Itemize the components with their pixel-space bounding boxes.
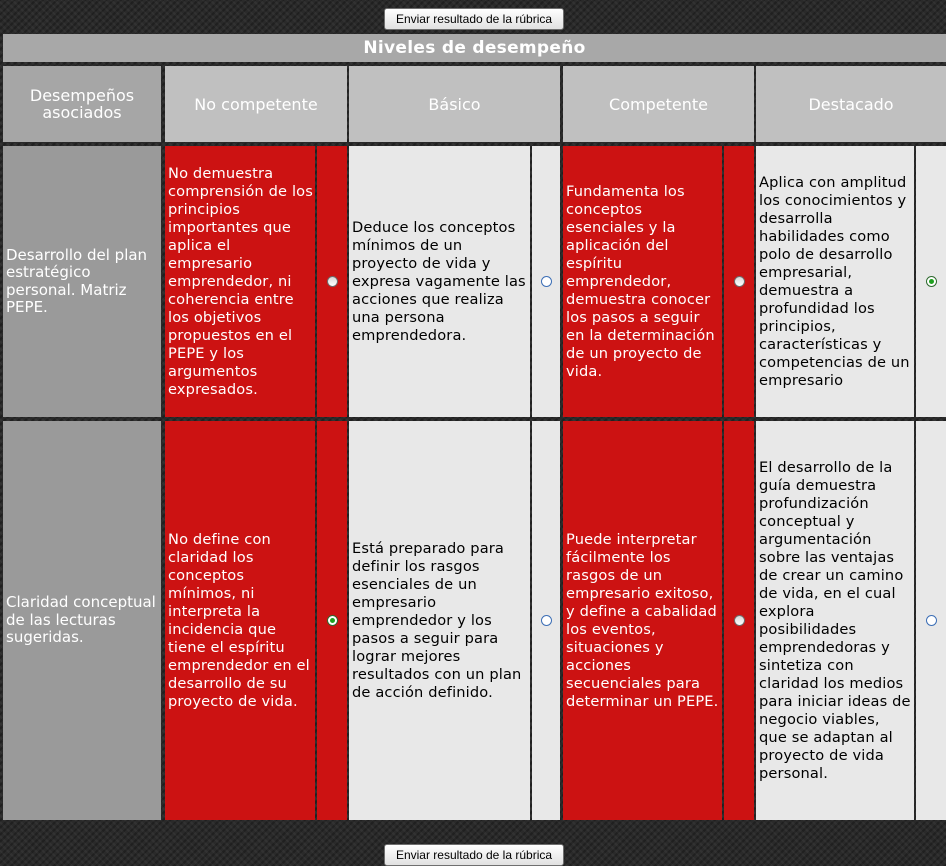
radio-plan-competente[interactable] xyxy=(734,276,745,287)
header-basico: Básico xyxy=(349,66,560,142)
row-label-text: Desarrollo del plan estratégico personal. Matriz PEPE. xyxy=(6,245,148,316)
level-description-text: No define con claridad los conceptos mínimos, ni interpreta la incidencia que tiene el espíritu emprendedor en el desarrollo de su proyecto de vida. xyxy=(168,530,310,710)
header-competente: Competente xyxy=(563,66,754,142)
radio-cell xyxy=(724,421,754,820)
submit-rubric-button-top[interactable]: Enviar resultado de la rúbrica xyxy=(384,8,564,30)
level-description xyxy=(165,421,315,820)
radio-cell xyxy=(916,421,946,820)
radio-plan-no-competente[interactable] xyxy=(327,276,338,287)
level-description-text: Deduce los conceptos mínimos de un proyecto de vida y expresa vagamente las acciones que realiza una persona emprendedora. xyxy=(352,218,526,344)
header-associated-performances: Desempeños asociados xyxy=(3,66,161,142)
level-description-text: Aplica con amplitud los conocimientos y desarrolla habilidades como polo de desarrollo empresarial, demuestra a profundidad los principios, características y competencias de un empresario xyxy=(759,173,910,389)
level-description xyxy=(349,146,530,417)
level-description xyxy=(563,146,722,417)
level-description xyxy=(756,421,914,820)
level-description-text: Puede interpretar fácilmente los rasgos de un empresario exitoso, y define a cabalidad los eventos, situaciones y acciones secuenciales para determinar un PEPE. xyxy=(566,530,719,710)
row-label-claridad-conceptual xyxy=(3,421,161,820)
radio-claridad-competente[interactable] xyxy=(734,615,745,626)
row-label-plan-estrategico xyxy=(3,146,161,417)
radio-claridad-destacado[interactable] xyxy=(926,615,937,626)
level-description-text: No demuestra comprensión de los principios importantes que aplica el empresario emprendedor, ni coherencia entre los objetivos propuestos en el PEPE y los argumentos expresados. xyxy=(168,164,313,398)
level-description xyxy=(563,421,722,820)
radio-claridad-no-competente[interactable] xyxy=(327,615,338,626)
radio-cell xyxy=(532,146,560,417)
radio-cell xyxy=(724,146,754,417)
radio-plan-basico[interactable] xyxy=(541,276,552,287)
header-destacado: Destacado xyxy=(756,66,946,142)
radio-cell xyxy=(317,146,347,417)
radio-cell xyxy=(317,421,347,820)
radio-cell xyxy=(532,421,560,820)
level-description-text: Está preparado para definir los rasgos esenciales de un empresario emprendedor y los pasos a seguir para lograr mejores resultados con un plan de acción definido. xyxy=(352,539,522,701)
radio-plan-destacado[interactable] xyxy=(926,276,937,287)
level-description xyxy=(165,146,315,417)
level-description xyxy=(349,421,530,820)
radio-claridad-basico[interactable] xyxy=(541,615,552,626)
submit-rubric-button-bottom[interactable]: Enviar resultado de la rúbrica xyxy=(384,844,564,866)
performance-levels-title: Niveles de desempeño xyxy=(3,34,946,62)
rubric-table xyxy=(3,34,946,820)
level-description-text: El desarrollo de la guía demuestra profundización conceptual y argumentación sobre las ventajas de crear un camino de vida, en el cual explora posibilidades emprendedoras y sintetiza con claridad los medios para iniciar ideas de negocio viables, que se adaptan al proyecto de vida personal. xyxy=(759,458,911,782)
radio-cell xyxy=(916,146,946,417)
row-label-text: Claridad conceptual de las lecturas sugeridas. xyxy=(6,593,156,647)
header-no-competente: No competente xyxy=(165,66,347,142)
level-description xyxy=(756,146,914,417)
level-description-text: Fundamenta los conceptos esenciales y la aplicación del espíritu emprendedor, demuestra conocer los pasos a seguir en la determinación de un proyecto de vida. xyxy=(566,182,715,380)
